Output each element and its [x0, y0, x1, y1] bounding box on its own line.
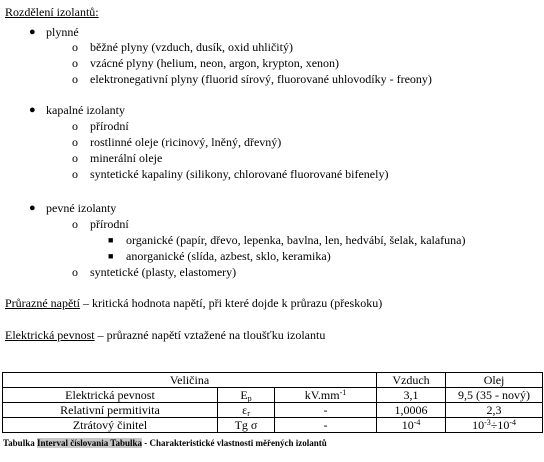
symbol-cell: $\varepsilon_r$ — [218, 403, 275, 418]
circle-bullet-icon: o — [72, 151, 78, 165]
table-row — [3, 418, 543, 433]
quantity-name-cell: Elektrická pevnost — [3, 388, 218, 403]
circle-bullet-icon: o — [72, 72, 78, 86]
air-value-cell: 1,0006 — [377, 403, 446, 418]
circle-bullet-icon: o — [72, 119, 78, 133]
list-item: syntetické (plasty, elastomery) — [90, 265, 237, 279]
quantity-name-cell: Ztrátový činitel — [3, 418, 218, 433]
definition-paragraph — [5, 296, 382, 310]
circle-bullet-icon: o — [72, 217, 78, 231]
header-cell-quantity: Veličina — [3, 373, 377, 388]
bullet-icon: ● — [29, 202, 36, 214]
sub-list-item: anorganické (slída, azbest, sklo, keramika) — [126, 249, 331, 263]
list-item: elektronegativní plyny (fluorid sírový, fluorované uhlovodíky - freony) — [90, 72, 432, 86]
square-bullet-icon: ■ — [108, 235, 114, 245]
definition-term: Elektrická pevnost — [5, 328, 95, 342]
unit-cell: $kV.mm^{-1}$ — [275, 388, 377, 403]
unit-cell: - — [275, 418, 377, 433]
header-cell-oil: Olej — [446, 373, 543, 388]
list-item: přírodní — [90, 119, 129, 133]
circle-bullet-icon: o — [72, 265, 78, 279]
definition-term: Průrazné napětí — [5, 296, 80, 310]
table-caption: Tabulka Interval číslovania Tabulka - Charakteristické vlastnosti měřených izolantů — [3, 438, 327, 448]
group-label: plynné — [46, 25, 79, 39]
section-heading: Rozdělení izolantů: — [5, 5, 99, 19]
list-item: minerální oleje — [90, 151, 163, 165]
properties-table — [2, 372, 543, 433]
definition-paragraph — [5, 328, 325, 342]
air-value-cell: 3,1 — [377, 388, 446, 403]
air-value-cell: $10^{-4}$ — [377, 418, 446, 433]
list-item: syntetické kapaliny (silikony, chlorované fluorované bifenely) — [90, 167, 389, 181]
header-cell-air: Vzduch — [377, 373, 446, 388]
unit-cell: - — [275, 403, 377, 418]
caption-highlight: Interval číslovania Tabulka — [36, 438, 142, 448]
table-row — [3, 403, 543, 418]
list-item: rostlinné oleje (ricinový, lněný, dřevný) — [90, 135, 282, 149]
oil-value-cell: $10^{-3}\div 10^{-4}$ — [446, 418, 543, 433]
list-item: běžné plyny (vzduch, dusík, oxid uhličitý) — [90, 40, 293, 54]
sub-list-item: organické (papír, dřevo, lepenka, bavlna, len, hedvábí, šelak, kalafuna) — [126, 233, 466, 247]
circle-bullet-icon: o — [72, 56, 78, 70]
circle-bullet-icon: o — [72, 135, 78, 149]
table-header-row — [3, 373, 543, 388]
group-label: kapalné izolanty — [46, 103, 125, 117]
oil-value-cell: 9,5 (35 - nový) — [446, 388, 543, 403]
table-row — [3, 388, 543, 403]
symbol-cell: $E_p$ — [218, 388, 275, 403]
square-bullet-icon: ■ — [108, 251, 114, 261]
quantity-name-cell: Relativní permitivita — [3, 403, 218, 418]
circle-bullet-icon: o — [72, 40, 78, 54]
definition-text: – kritická hodnota napětí, při které dojde k průrazu (přeskoku) — [79, 296, 383, 310]
bullet-icon: ● — [29, 26, 36, 38]
list-item: přírodní — [90, 217, 129, 231]
oil-value-cell: 2,3 — [446, 403, 543, 418]
definition-text: – průrazné napětí vztažené na tloušťku izolantu — [94, 328, 326, 342]
circle-bullet-icon: o — [72, 167, 78, 181]
symbol-cell: Tg σ — [218, 418, 275, 433]
list-item: vzácné plyny (helium, neon, argon, krypton, xenon) — [90, 56, 340, 70]
bullet-icon: ● — [29, 104, 36, 116]
group-label: pevné izolanty — [46, 201, 117, 215]
